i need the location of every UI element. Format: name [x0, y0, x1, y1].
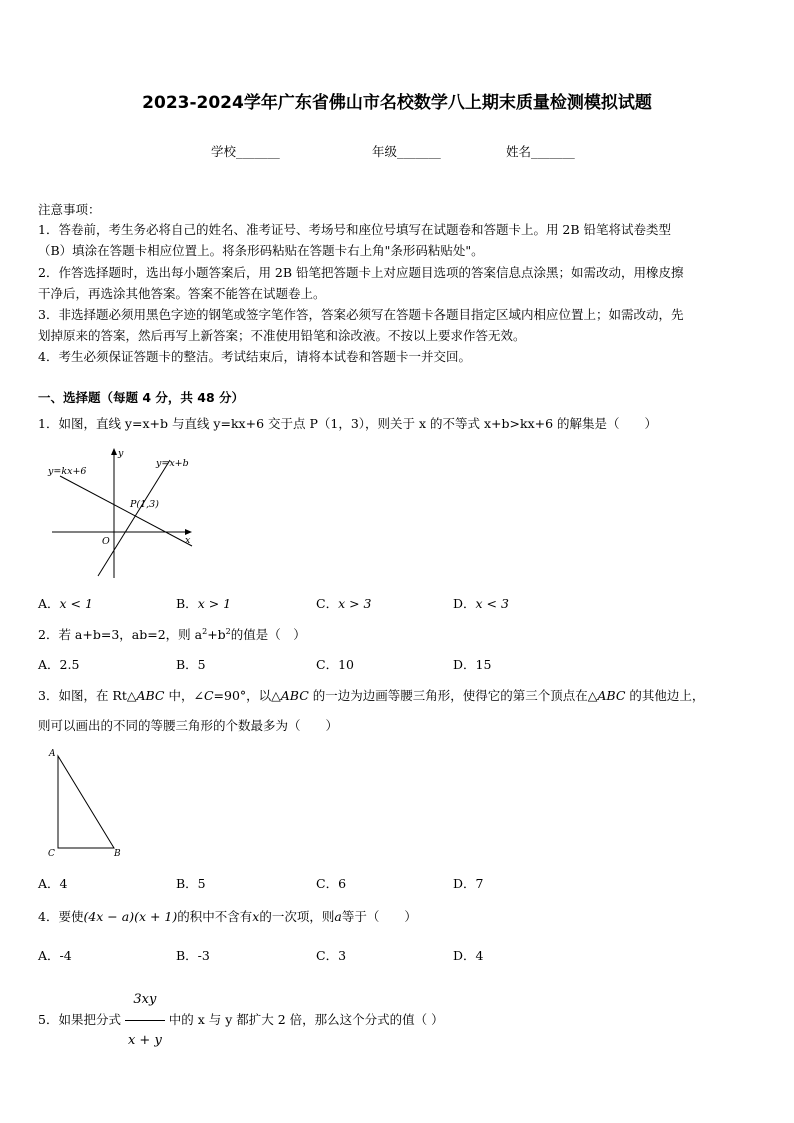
school-field: 学校_______ — [211, 144, 280, 159]
notice-heading: 注意事项： — [38, 202, 101, 217]
name-field: 姓名_______ — [506, 144, 575, 159]
q4-option-a: A．-4 — [38, 948, 72, 963]
q3-option-b: B．5 — [176, 876, 206, 891]
line-label-kx6: y=kx+6 — [48, 466, 87, 477]
q1-graph — [42, 446, 202, 580]
vertex-label-c: C — [48, 849, 55, 859]
q3-stem-line2: 则可以画出的不同的等腰三角形的个数最多为（ ） — [38, 718, 339, 733]
q4-stem: 4．要使(4x − a)(x + 1)的积中不含有x的一次项，则a等于（ ） — [38, 909, 417, 924]
notice-line: 干净后，再选涂其他答案。答案不能答在试题卷上。 — [38, 286, 326, 301]
q2-option-b: B．5 — [176, 657, 206, 672]
origin-label: O — [102, 536, 110, 547]
q5-fraction: $\frac{3xy}{x + y}$ — [125, 980, 165, 1061]
q2-option-a: A．2.5 — [38, 657, 80, 672]
q5-stem: 5．如果把分式 $\frac{3xy}{x + y}$ 中的 x 与 y 都扩大 2 倍，那么这个分式的值（ ） — [38, 980, 444, 1061]
notice-line: 4．考生必须保证答题卡的整洁。考试结束后，请将本试卷和答题卡一并交回。 — [38, 349, 471, 364]
q3-option-a: A．4 — [38, 876, 68, 891]
grade-field: 年级_______ — [372, 144, 441, 159]
line-label-xb: y=x+b — [156, 458, 189, 469]
x-axis-label: x — [185, 535, 191, 546]
q4-option-c: C．3 — [316, 948, 347, 963]
q3-option-d: D．7 — [453, 876, 484, 891]
section-heading: 一、选择题（每题 4 分，共 48 分） — [38, 390, 245, 405]
q2-option-c: C．10 — [316, 657, 354, 672]
q1-option-b: B．x > 1 — [176, 596, 232, 611]
q3-triangle — [44, 748, 130, 860]
q3-option-c: C．6 — [316, 876, 347, 891]
notice-line: 2．作答选择题时，选出每小题答案后，用 2B 铅笔把答题卡上对应题目选项的答案信息点涂黑；如需改动，用橡皮擦 — [38, 265, 684, 280]
q1-stem: 1．如图，直线 y=x+b 与直线 y=kx+6 交于点 P（1，3），则关于 x 的不等式 x+b>kx+6 的解集是（ ） — [38, 416, 658, 431]
y-axis-label: y — [118, 448, 124, 459]
page-title: 2023-2024学年广东省佛山市名校数学八上期末质量检测模拟试题 — [142, 93, 652, 113]
q1-option-d: D．x < 3 — [453, 596, 509, 611]
q4-option-b: B．-3 — [176, 948, 210, 963]
notice-line: 3．非选择题必须用黑色字迹的钢笔或签字笔作答，答案必须写在答题卡各题目指定区域内相应位置上；如需改动，先 — [38, 307, 684, 322]
q2-stem: 2．若 a+b=3，ab=2，则 $a^2+b^2$的值是（ ） — [38, 627, 306, 643]
q1-option-c: C．x > 3 — [316, 596, 372, 611]
notice-line: （B）填涂在答题卡相应位置上。将条形码粘贴在答题卡右上角"条形码粘贴处"。 — [38, 243, 484, 258]
q4-option-d: D．4 — [453, 948, 484, 963]
point-label-p: P(1,3) — [130, 499, 159, 510]
vertex-label-b: B — [114, 849, 121, 859]
vertex-label-a: A — [49, 749, 56, 759]
q1-option-a: A．x < 1 — [38, 596, 93, 611]
q2-option-d: D．15 — [453, 657, 492, 672]
notice-line: 1．答卷前，考生务必将自己的姓名、准考证号、考场号和座位号填写在试题卷和答题卡上。用 2B 铅笔将试卷类型 — [38, 222, 672, 237]
notice-line: 划掉原来的答案，然后再写上新答案；不准使用铅笔和涂改液。不按以上要求作答无效。 — [38, 328, 526, 343]
q3-stem-line1: 3．如图，在 Rt△ABC 中，∠C=90°，以△ABC 的一边为边画等腰三角形，使得它的第三个顶点在△ABC 的其他边上， — [38, 688, 705, 703]
